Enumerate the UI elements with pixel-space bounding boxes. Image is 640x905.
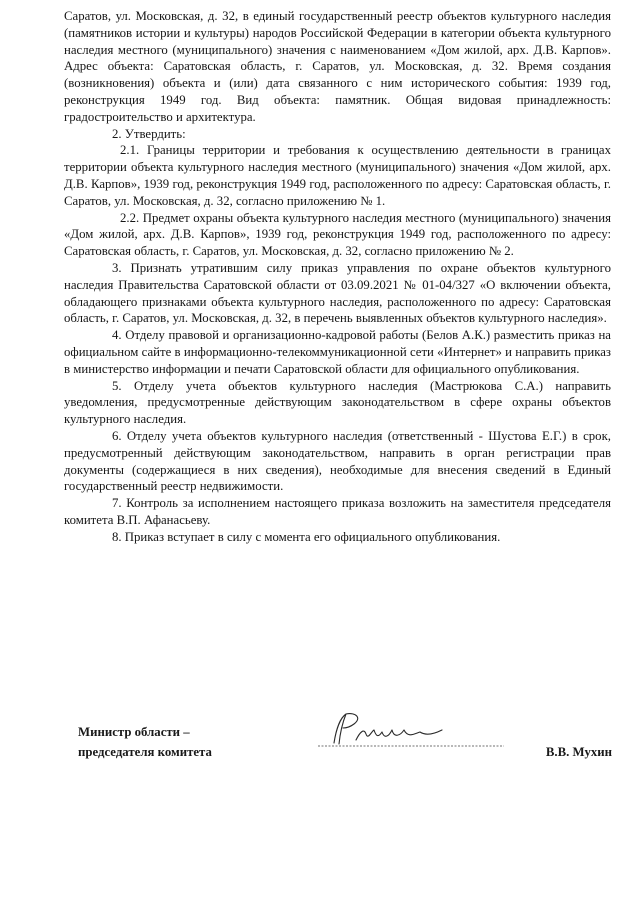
paragraph-2-1: 2.1. Границы территории и требования к осуществлению деятельности в границах территории объекта культурного наследия местного (муниципального) значения «Дом жилой, арх. Д.В. Карпов», 1939 год, реконструкция 1949 год, расположенного по адресу: Саратовская область, г. Саратов, ул. Московская, д. 32, согласно приложению № 1. (64, 143, 611, 208)
paragraph-3: 3. Признать утратившим силу приказ управления по охране объектов культурного наследия Правительства Саратовской области от 03.09.2021 № 01-04/327 «О включении объекта, обладающего признаками объекта культурного наследия, расположенного по адресу: Саратовская область, г. Саратов, ул. Московская, д. 32, в перечень выявленных объектов культурного наследия». (64, 260, 611, 326)
paragraph-8: 8. Приказ вступает в силу с момента его официального опубликования. (112, 529, 501, 544)
paragraph-6: 6. Отделу учета объектов культурного наследия (ответственный - Шустова Е.Г.) в срок, предусмотренный действующим законодательством, направить в орган регистрации прав документы (содержащиеся в них сведения), необходимые для внесения сведений в Единый государственный реестр недвижимости. (64, 428, 611, 494)
paragraph-object-description: Саратов, ул. Московская, д. 32, в единый государственный реестр объектов культурного наследия (памятников истории и культуры) народов Российской Федерации в категории объекта культурного наследия местного (муниципального) значения с наименованием «Дом жилой, арх. Д.В. Карпов». Адрес объекта: Саратовская область, г. Саратов, ул. Московская, д. 32. Время создания (возникновения) объекта и (или) дата связанного с ним исторического события: 1939 год, реконструкция 1949 год. Вид объекта: памятник. Общая видовая принадлежность: градостроительство и архитектура. (64, 9, 611, 124)
paragraph-5: 5. Отделу учета объектов культурного наследия (Мастрюкова С.А.) направить уведомления, предусмотренные действующим законодательством в сфере охраны объектов культурного наследия. (64, 378, 611, 427)
handwritten-signature (316, 710, 506, 755)
signatory-title (78, 722, 248, 762)
signature-block (78, 722, 612, 772)
signatory-title-line1: Министр области – (78, 725, 190, 739)
order-body (64, 8, 611, 546)
signatory-name: В.В. Мухин (545, 745, 612, 759)
paragraph-2-2: 2.2. Предмет охраны объекта культурного наследия местного (муниципального) значения «Дом жилой, арх. Д.В. Карпов», 1939 год, реконструкция 1949 год, расположенного по адресу: Саратовская область, г. Саратов, ул. Московская, д. 32, согласно приложению № 2. (64, 210, 611, 259)
paragraph-4: 4. Отделу правовой и организационно-кадровой работы (Белов А.К.) разместить приказ на официальном сайте в информационно-телекоммуникационной сети «Интернет» и направить приказ в министерство информации и печати Саратовской области для официального опубликования. (64, 328, 611, 376)
paragraph-7: 7. Контроль за исполнением настоящего приказа возложить на заместителя председателя комитета В.П. Афанасьеву. (64, 496, 611, 527)
paragraph-approve-heading: 2. Утвердить: (112, 126, 186, 141)
signatory-title-line2: председателя комитета (78, 745, 212, 759)
